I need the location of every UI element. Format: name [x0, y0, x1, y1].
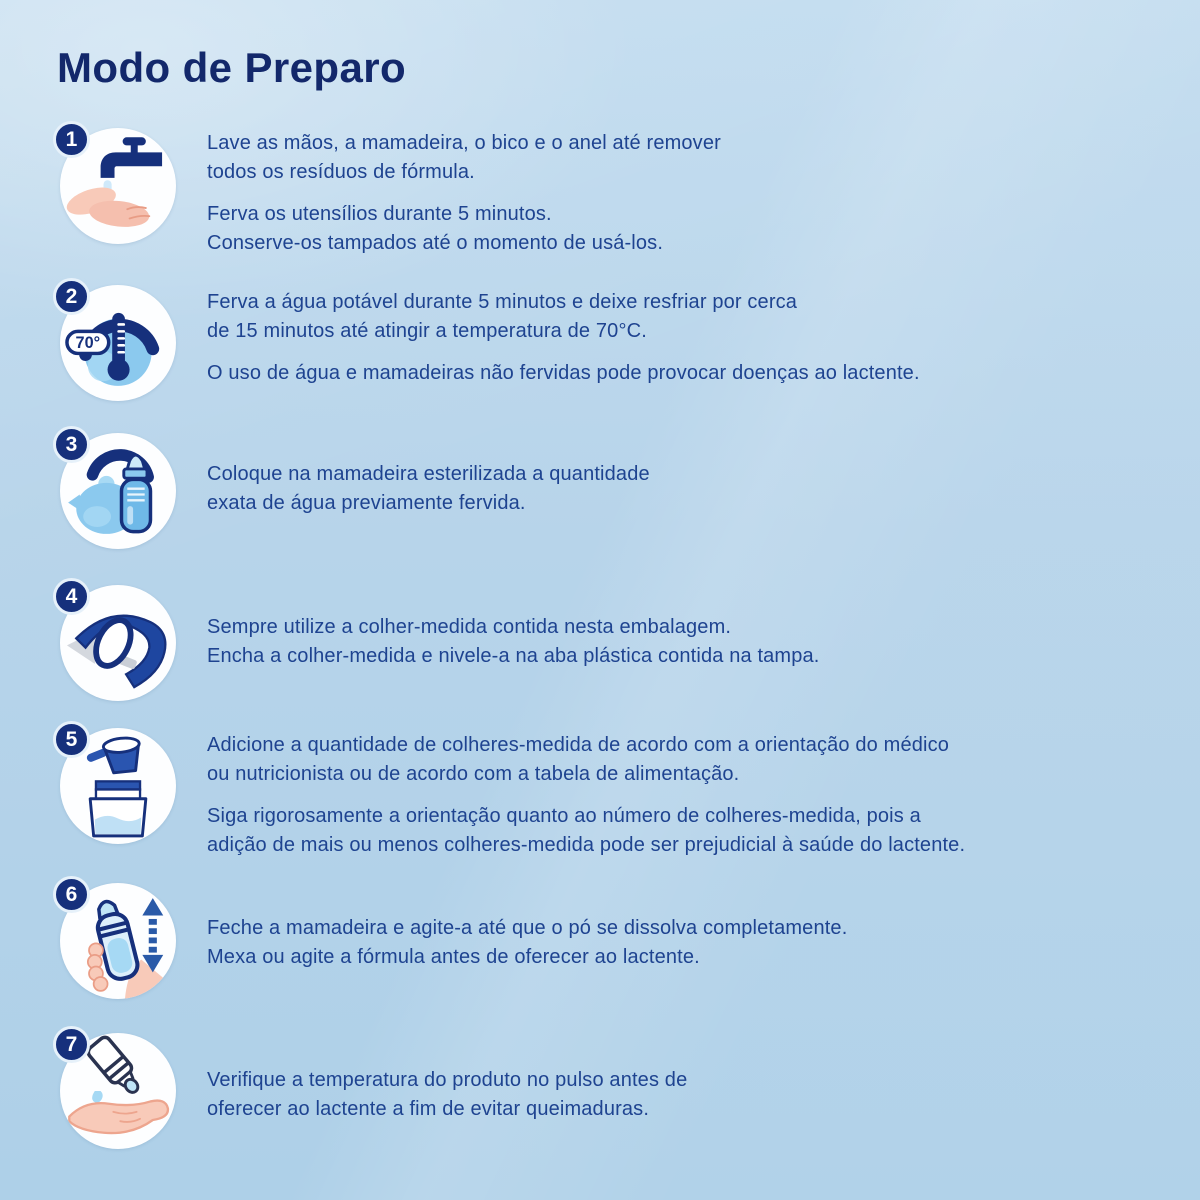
step-4-text	[207, 585, 820, 701]
step-paragraph: Lave as mãos, a mamadeira, o bico e o anel até remover todos os resíduos de fórmula.	[207, 132, 721, 183]
step-7-icon-area	[60, 1033, 178, 1149]
step-2-text	[207, 285, 920, 401]
step-number-badge: 5	[53, 721, 90, 758]
step-4-icon-area	[60, 585, 178, 701]
step-2	[60, 285, 920, 401]
step-number-badge: 3	[53, 426, 90, 463]
step-6-icon-area	[60, 883, 178, 999]
step-1-icon-area	[60, 128, 178, 271]
thermometer-badge-label: 70°	[75, 334, 101, 353]
step-3	[60, 433, 650, 549]
step-paragraph: Feche a mamadeira e agite-a até que o pó se dissolva completamente. Mexa ou agite a fórmula antes de oferecer ao lactente.	[207, 917, 848, 968]
step-paragraph: Verifique a temperatura do produto no pulso antes de oferecer ao lactente a fim de evitar queimaduras.	[207, 1069, 688, 1120]
step-paragraph: Ferva os utensílios durante 5 minutos. Conserve-os tampados até o momento de usá-los.	[207, 203, 664, 254]
step-number-badge: 1	[53, 121, 90, 158]
step-number-badge: 4	[53, 578, 90, 615]
step-paragraph: Sempre utilize a colher-medida contida nesta embalagem. Encha a colher-medida e nivele-a na aba plástica contida na tampa.	[207, 616, 820, 667]
step-5-text	[207, 728, 965, 873]
step-5-icon-area	[60, 728, 178, 873]
step-paragraph: O uso de água e mamadeiras não fervidas pode provocar doenças ao lactente.	[207, 362, 920, 384]
step-number-badge: 7	[53, 1026, 90, 1063]
step-1-text	[207, 128, 721, 271]
step-7-text	[207, 1033, 687, 1149]
page-title: Modo de Preparo	[57, 44, 407, 91]
step-2-icon-area	[60, 285, 178, 401]
step-paragraph: Adicione a quantidade de colheres-medida de acordo com a orientação do médico ou nutricionista ou de acordo com a tabela de alimentação.	[207, 734, 950, 785]
step-7	[60, 1033, 687, 1149]
step-5	[60, 728, 965, 873]
step-number-badge: 2	[53, 278, 90, 315]
step-paragraph: Coloque na mamadeira esterilizada a quantidade exata de água previamente fervida.	[207, 463, 650, 514]
step-3-text	[207, 433, 650, 549]
step-paragraph: Ferva a água potável durante 5 minutos e deixe resfriar por cerca de 15 minutos até atingir a temperatura de 70°C.	[207, 291, 798, 342]
step-6-text	[207, 883, 847, 999]
step-3-icon-area	[60, 433, 178, 549]
step-6	[60, 883, 847, 999]
step-1	[60, 128, 721, 271]
step-number-badge: 6	[53, 876, 90, 913]
step-paragraph: Siga rigorosamente a orientação quanto ao número de colheres-medida, pois a adição de mais ou menos colheres-medida pode ser prejudicial à saúde do lactente.	[207, 805, 966, 856]
step-4	[60, 585, 820, 701]
